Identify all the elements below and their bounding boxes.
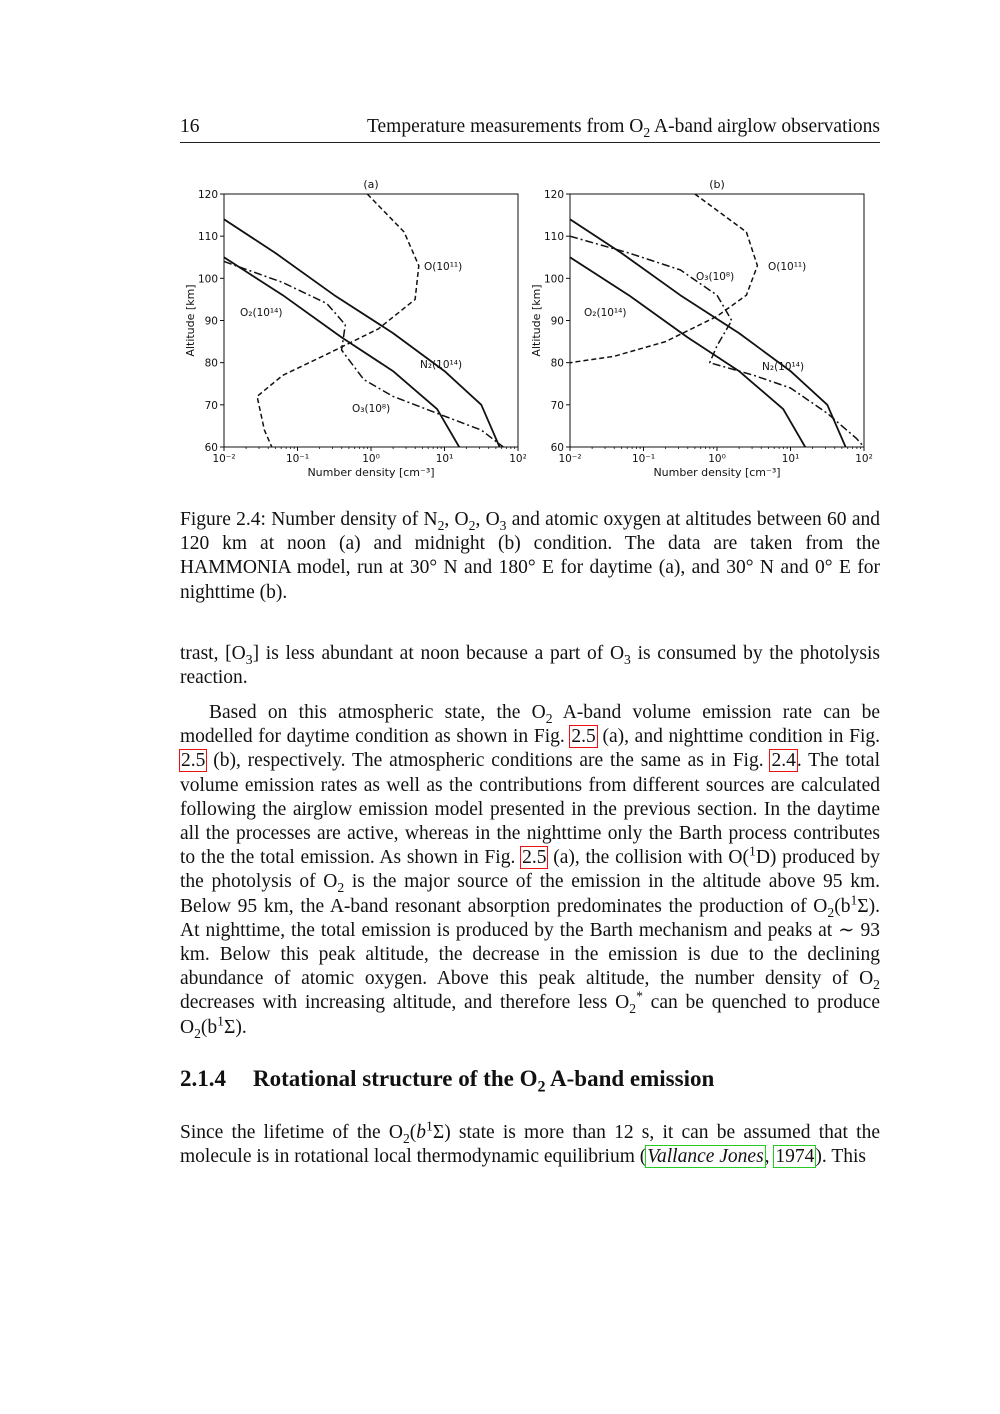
x-tick-label: 10⁰	[708, 453, 726, 465]
y-tick-label: 70	[204, 399, 218, 412]
y-tick-label: 60	[550, 442, 564, 454]
series-label-O2: O₂(10¹⁴)	[240, 307, 283, 319]
y-tick-label: 60	[204, 442, 218, 454]
y-axis-label: Altitude [km]	[184, 284, 197, 357]
x-axis-label: Number density [cm⁻³]	[307, 466, 435, 479]
y-tick-label: 120	[543, 189, 564, 201]
y-tick-label: 80	[550, 357, 564, 370]
y-tick-label: 90	[550, 315, 564, 328]
figure-panel-a	[180, 172, 525, 482]
series-line-N2	[570, 219, 846, 447]
series-line-O	[257, 194, 419, 447]
series-label-O3: O₃(10⁸)	[696, 271, 735, 283]
chart-title: (a)	[363, 178, 379, 191]
x-tick-label: 10⁻²	[558, 453, 582, 465]
y-tick-label: 70	[550, 399, 564, 412]
figure-ref-link[interactable]: 2.5	[571, 726, 596, 748]
series-label-O: O(10¹¹)	[768, 261, 807, 273]
chart-a	[180, 172, 525, 482]
section-heading: 2.1.4 Rotational structure of the $O_2$ A-band emission	[180, 1066, 715, 1096]
figure-panel-b	[528, 172, 880, 482]
x-tick-label: 10⁻²	[212, 453, 236, 465]
figure-caption: Figure 2.4: Number density of $N_2$, $O_2$, $O_3$ and atomic oxygen at altitudes between 60 and 120 km at noon (a) and midnight (b) condition. The data are taken from the HAMMONIA model, run at 30° N and 180° E for daytime (a), and 30° N and 0° E for nighttime (b).	[180, 509, 880, 603]
series-line-O2	[224, 257, 459, 447]
series-label-N2: N₂(10¹⁴)	[420, 359, 463, 371]
x-tick-label: 10¹	[435, 453, 454, 465]
series-label-N2: N₂(10¹⁴)	[762, 361, 805, 373]
chart-title: (b)	[709, 178, 725, 191]
y-tick-label: 110	[543, 231, 564, 244]
figure-ref-link[interactable]: 2.5	[181, 750, 206, 772]
y-tick-label: 100	[197, 273, 218, 286]
figure-ref-link[interactable]: 2.4	[771, 750, 796, 772]
y-axis-label: Altitude [km]	[530, 284, 543, 357]
x-tick-label: 10¹	[781, 453, 800, 465]
x-tick-label: 10⁻¹	[631, 453, 656, 465]
x-tick-label: 10⁻¹	[285, 453, 310, 465]
series-label-O3: O₃(10⁸)	[352, 403, 391, 415]
x-axis-label: Number density [cm⁻³]	[653, 466, 781, 479]
paragraph-continuation: trast, $[O_3]$ is less abundant at noon because a part of $O_3$ is consumed by the photolysis reaction.	[180, 643, 881, 689]
chart-b	[528, 172, 880, 482]
y-tick-label: 80	[204, 357, 218, 370]
page-number: 16	[180, 116, 200, 137]
y-tick-label: 100	[543, 273, 564, 286]
figure-ref-link[interactable]: 2.5	[522, 847, 547, 869]
citation-link[interactable]: Vallance Jones	[647, 1146, 764, 1168]
x-tick-label: 10²	[509, 453, 527, 465]
series-line-O3	[224, 262, 503, 448]
paragraph-section: Since the lifetime of the $O_2(b^1\Sigma)$ state is more than 12 s, it can be assumed that the molecule is in rotational local thermodynamic equilibrium (Vallance Jones, 1974). This	[180, 1118, 880, 1168]
paragraph-main: Based on this atmospheric state, the $O_2$ A-band volume emission rate can be modelled for daytime condition as shown in Fig. 2.5 (a), and nighttime condition in Fig. 2.5 (b), respectively. The atmospheric conditions are the same as in Fig. 2.4. The total volume emission rates as well as the contributions from different sources are calculated following the airglow emission model presented in the previous section. In the daytime all the processes are active, whereas in the nighttime only the Barth process contributes to the the total emission. As shown in Fig. 2.5 (a), the collision with O($^1$D) produced by the photolysis of $O_2$ is the major source of the emission in the altitude above 95 km. Below 95 km, the A-band resonant absorption predominates the production of $O_2(b^1\Sigma)$. At nighttime, the total emission is produced by the Barth mechanism and peaks at ∼ 93 km. Below this peak altitude, the decrease in the emission is due to the declining abundance of atomic oxygen. Above this peak altitude, the number density of $O_2$ decreases with increasing altitude, and therefore less $O_2^*$ can be quenched to produce $O_2(b^1\Sigma)$.	[180, 702, 880, 1041]
x-tick-label: 10²	[855, 453, 873, 465]
series-label-O2: O₂(10¹⁴)	[584, 307, 627, 319]
y-tick-label: 110	[197, 231, 218, 244]
y-tick-label: 90	[204, 315, 218, 328]
series-label-O: O(10¹¹)	[424, 261, 463, 273]
series-line-O3	[570, 236, 864, 447]
running-title: Temperature measurements from $O_2$ A-band airglow observations	[366, 116, 880, 140]
citation-link[interactable]: 1974	[775, 1146, 815, 1168]
x-tick-label: 10⁰	[362, 453, 380, 465]
running-head	[180, 114, 880, 143]
series-line-O2	[570, 257, 805, 447]
y-tick-label: 120	[197, 189, 218, 201]
